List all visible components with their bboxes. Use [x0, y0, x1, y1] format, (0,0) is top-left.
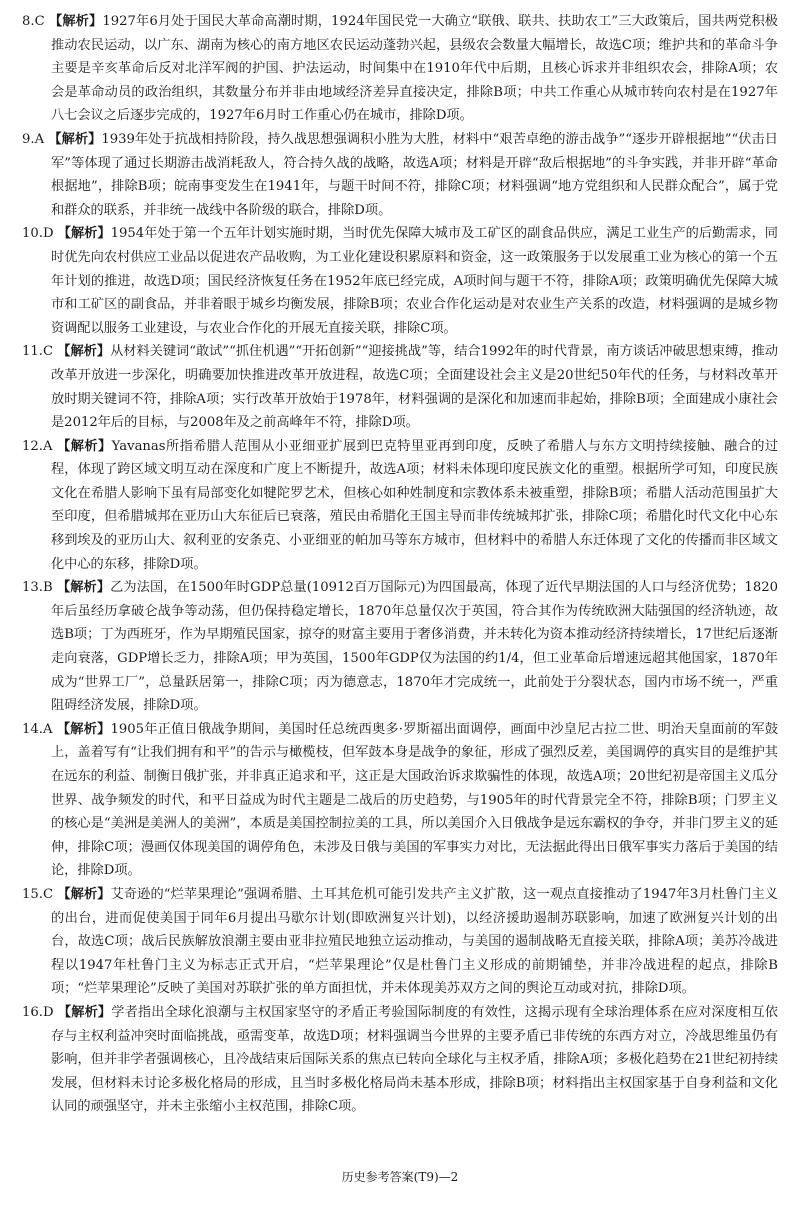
- item-number: 10.D: [22, 226, 54, 242]
- analysis-text: 1927年6月处于国民大革命高潮时期，1924年国民党一大确立“联俄、联共、扶助农工”三大政策后，国共两党积极推动农民运动，以广东、湖南为核心的南方地区农民运动蓬勃兴起，县级农会数量大幅增长，故选C项；维护共和的革命斗争主要是辛亥革命后反对北洋军阀的护国、护法运动，时间集中在1910年代中后期，且核心诉求并非组织农会，排除A项；农会是革命动员的政治组织，其数量分布并非由地域经济差异直接决定，排除B项；中共工作重心从城市转向农村是在1927年八七会议之后逐步完成的，1927年6月时工作重心仍在城市，排除D项。: [51, 14, 778, 124]
- item-number: 14.A: [22, 721, 53, 737]
- analysis-tag: 【解析】: [48, 131, 102, 147]
- answer-item-14: [22, 718, 778, 883]
- item-number: 15.C: [22, 886, 54, 902]
- item-number: 8.C: [22, 14, 45, 29]
- analysis-tag: 【解析】: [57, 438, 112, 454]
- analysis-text: 学者指出全球化浪潮与主权国家坚守的矛盾正考验国际制度的有效性，这揭示现有全球治理体系在应对深度相互依存与主权利益冲突时面临挑战，亟需变革，故选D项；材料强调当今世界的主要矛盾已非传统的东西方对立，冷战思维虽仍有影响，但并非学者强调核心，且冷战结束后国际关系的焦点已转向全球化与主权矛盾，排除A项；多极化趋势在21世纪初持续发展，但材料未讨论多极化格局的形成，且当时多极化格局尚未基本形成，排除B项；材料指出主权国家基于自身利益和文化认同的顽强坚守，并未主张缩小主权范围，排除C项。: [51, 1004, 778, 1115]
- analysis-text: 从材料关键词“敢试”“抓住机遇”“开拓创新”“迎接挑战”等，结合1992年的时代背景，南方谈话冲破思想束缚，推动改革开放进一步深化，明确要加快推进改革开放进程，故选C项；全面建设社会主义是20世纪50年代的任务，与材料改革开放时期关键词不符，排除A项；实行改革开放始于1978年，材料强调的是深化和加速而非起始，排除B项；全面建成小康社会是2012年后的目标，与2008年及之前高峰年不符，排除D项。: [51, 344, 779, 431]
- item-number: 13.B: [22, 580, 53, 596]
- analysis-tag: 【解析】: [56, 721, 111, 737]
- answer-item-13: [22, 576, 778, 718]
- answer-item-16: [22, 1001, 778, 1119]
- analysis-tag: 【解析】: [57, 886, 111, 902]
- analysis-text: 1939年处于抗战相持阶段，持久战思想强调积小胜为大胜，材料中“艰苦卓绝的游击战争”“逐步开辟根据地”“伏击日军”等体现了通过长期游击战消耗敌人，符合持久战的战略，故选A项；材料是开辟“敌后根据地”的斗争实践，并非开辟“革命根据地”，排除B项；皖南事变发生在1941年，与题干时间不符，排除C项；材料强调“地方党组织和人民群众配合”，属于党和群众的联系，并非统一战线中各阶级的联合，排除D项。: [51, 131, 778, 218]
- item-number: 9.A: [22, 131, 45, 147]
- answer-item-8: [22, 10, 778, 128]
- page-footer: 历史参考答案(T9)—2: [341, 1170, 459, 1184]
- item-number: 12.A: [22, 438, 53, 454]
- analysis-tag: 【解析】: [56, 580, 111, 596]
- answer-item-11: [22, 340, 778, 434]
- analysis-text: Yavanas所指希腊人范围从小亚细亚扩展到巴克特里亚再到印度，反映了希腊人与东方文明持续接触、融合的过程，体现了跨区域文明互动在深度和广度上不断提升，故选A项；材料未体现印度民族文化的重塑。根据所学可知，印度民族文化在希腊人影响下虽有局部变化如犍陀罗艺术，但核心如种姓制度和宗教体系未被重塑，排除B项；希腊人活动范围虽扩大至印度，但希腊城邦在亚历山大东征后已衰落，殖民由希腊化王国主导而非传统城邦扩张，排除C项；希腊化时代文化中心东移到埃及的亚历山大、叙利亚的安条克、小亚细亚的帕加马等东方城市，但材料中的希腊人东迁体现了文化的传播而非区域文化中心的东移，排除D项。: [51, 438, 779, 572]
- answer-item-12: [22, 435, 778, 577]
- analysis-text: 乙为法国，在1500年时GDP总量(10912百万国际元)为四国最高，体现了近代早期法国的人口与经济优势；1820年后虽经历拿破仑战争等动荡，但仍保持稳定增长，1870年总量仅次于英国，符合其作为传统欧洲大陆强国的经济轨迹，故选B项；丁为西班牙，作为早期殖民国家，掠夺的财富主要用于奢侈消费，并未转化为资本推动经济持续增长，17世纪后逐渐走向衰落，GDP增长乏力，排除A项；甲为英国，1500年GDP仅为法国的约1/4，但工业革命后增速远超其他国家，1870年成为“世界工厂”，总量跃居第一，排除C项；丙为德意志，1870年才完成统一，此前处于分裂状态，国内市场不统一，严重阻碍经济发展，排除D项。: [51, 580, 778, 714]
- answer-item-9: [22, 128, 778, 222]
- item-number: 11.C: [22, 344, 54, 360]
- analysis-tag: 【解析】: [57, 344, 111, 360]
- answer-item-10: [22, 222, 778, 340]
- item-number: 16.D: [22, 1004, 54, 1020]
- answer-item-15: [22, 883, 778, 1001]
- analysis-text: 1954年处于第一个五年计划实施时期，当时优先保障大城市及工矿区的副食品供应，满足工业生产的后勤需求，同时优先向农村供应工业品以促进农产品收购，为工业化建设积累原料和资金，这一政策服务于以发展重工业为核心的第一个五年计划的推进，故选D项；国民经济恢复任务在1952年底已经完成，A项时间与题干不符，排除A项；政策明确优先保障大城市和工矿区的副食品，并非着眼于城乡均衡发展，排除B项；农业合作化运动是对农业生产关系的改造，材料强调的是城乡物资调配以服务工业建设，与农业合作化的开展无直接关联，排除C项。: [51, 226, 778, 336]
- answer-list: [22, 10, 778, 1119]
- analysis-text: 艾奇逊的“烂苹果理论”强调希腊、土耳其危机可能引发共产主义扩散，这一观点直接推动了1947年3月杜鲁门主义的出台，进而促使美国于同年6月提出马歇尔计划(即欧洲复兴计划)，以经济援助遏制苏联影响，加速了欧洲复兴计划的出台，故选C项；战后民族解放浪潮主要由亚非拉殖民地独立运动推动，与美国的遏制战略无直接关联，排除A项；美苏冷战进程以1947年杜鲁门主义为标志正式开启，“烂苹果理论”仅是杜鲁门主义形成的前期铺垫，并非冷战进程的起点，排除B项；“烂苹果理论”反映了美国对苏联扩张的单方面担忧，并未体现美苏双方之间的舆论互动或对抗，排除D项。: [51, 886, 778, 997]
- analysis-tag: 【解析】: [49, 14, 103, 29]
- analysis-text: 1905年正值日俄战争期间，美国时任总统西奥多·罗斯福出面调停，画面中沙皇尼古拉二世、明治天皇面前的军鼓上，盖着写有“让我们拥有和平”的告示与橄榄枝，但军鼓本身是战争的象征，形成了强烈反差，美国调停的真实目的是维护其在远东的利益、制衡日俄扩张，并非真正追求和平，这正是大国政治诉求欺骗性的体现，故选A项；20世纪初是帝国主义瓜分世界、战争频发的时代，和平日益成为时代主题是二战后的历史趋势，与1905年的时代背景完全不符，排除B项；门罗主义的核心是“美洲是美洲人的美洲”，本质是美国控制拉美的工具，所以美国介入日俄战争是远东霸权的争夺，并非门罗主义的延伸，排除C项；漫画仅体现美国的调停角色，未涉及日俄与美国的军事实力对比，无法据此得出日俄军事实力落后于美国的结论，排除D项。: [51, 721, 779, 879]
- analysis-tag: 【解析】: [57, 1004, 112, 1020]
- analysis-tag: 【解析】: [57, 226, 111, 242]
